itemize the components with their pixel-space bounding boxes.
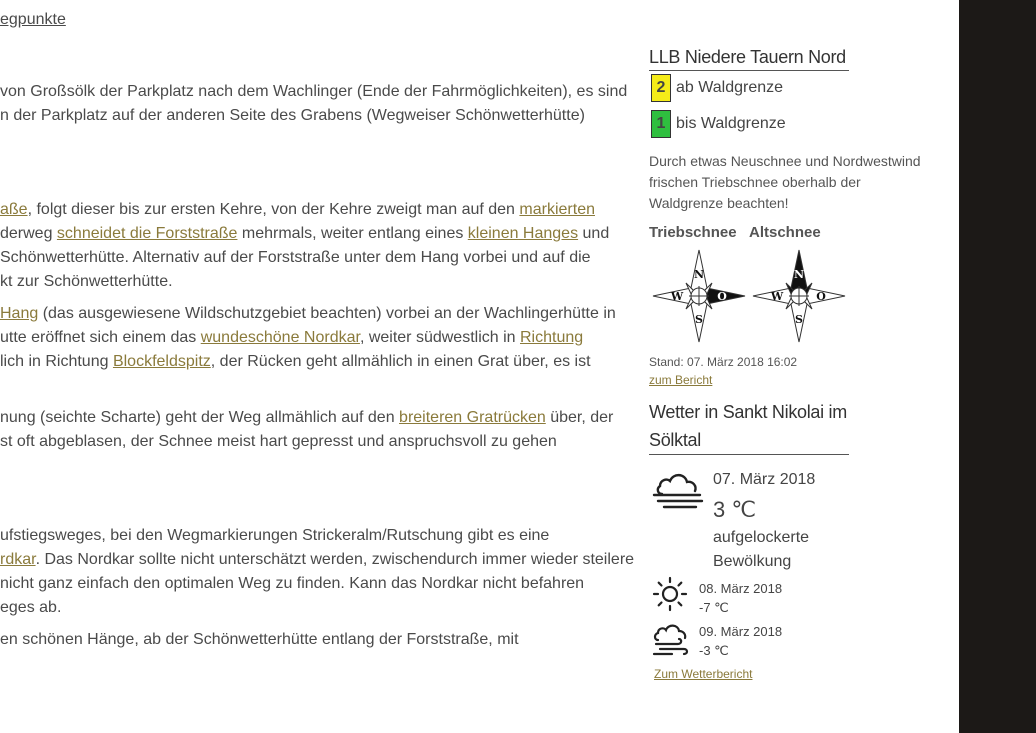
danger-level-badge-upper: 2 [651,74,671,102]
compass-label-old: Altschnee [749,224,821,241]
avalanche-timestamp: Stand: 07. März 2018 16:02 [649,355,798,369]
gratruecken-link[interactable]: breiteren Gratrücken [399,409,546,426]
avalanche-report-link[interactable]: zum Bericht [649,373,713,387]
paragraph-route-line1 [0,198,595,222]
text: (das ausgewiesene Wildschutzgebiet beachten) vorbei an der Wachlingerhütte in [38,305,616,322]
fog-cloud-icon [652,470,706,514]
forststrasse-cut-link[interactable]: schneidet die Forststraße [56,225,238,242]
text: . Das Nordkar sollte nicht unterschätzt werden, zwischendurch immer wieder steilere [35,551,635,568]
text: und [578,225,610,242]
compass-o: O [717,290,727,303]
compass-s: S [795,313,803,326]
paragraph-ascent-line3 [0,350,591,374]
compass-rose-old-icon [752,249,846,343]
compass-w: W [770,290,784,303]
richtung-link[interactable]: Richtung [520,329,584,346]
weather-title: Wetter in Sankt Nikolai im Sölktal [649,398,849,455]
text: mehrmals, weiter entlang eines [237,225,468,242]
text: lich in Richtung [0,353,113,370]
compass-s: S [695,313,703,326]
paragraph-descent-line4: eges ab. [0,599,62,616]
forecast-day1-date: 08. März 2018 [699,581,783,596]
paragraph-descent-line3: nicht ganz einfach den optimalen Weg zu finden. Kann das Nordkar nicht befahren [0,575,585,592]
weather-today-date: 07. März 2018 [713,471,816,488]
nordkar-descent-link[interactable]: rdkar [0,551,36,568]
compass-rose-fresh-icon [652,249,746,343]
danger-level-label-upper: ab Waldgrenze [676,79,784,96]
forecast-day1-temp: -7 ℃ [699,600,729,615]
paragraph-route-line3: Schönwetterhütte. Alternativ auf der Forststraße unter dem Hang vorbei und auf die [0,249,591,266]
paragraph-ridge-line1 [0,406,613,430]
paragraph-parking-line2: n der Parkplatz auf der anderen Seite des Grabens (Wegweiser Schönwetterhütte) [0,107,585,124]
compass-label-fresh: Triebschnee [649,224,737,241]
avalanche-description: Durch etwas Neuschnee und Nordwestwind frischen Triebschnee oberhalb der Waldgrenze beachten! [649,153,921,211]
danger-level-badge-lower: 1 [651,110,671,138]
paragraph-route-line4: kt zur Schönwetterhütte. [0,273,173,290]
compass-o: O [816,290,826,303]
paragraph-descent-line1: ufstiegsweges, bei den Wegmarkierungen Strickeralm/Rutschung gibt es eine [0,527,550,544]
paragraph-ascent-line2 [0,326,583,350]
nordkar-link[interactable]: wundeschöne Nordkar [200,329,360,346]
text: , weiter südwestlich in [359,329,520,346]
waypoints-link[interactable]: egpunkte [0,11,66,28]
windy-cloud-icon [652,622,690,658]
text: über, der [545,409,614,426]
weather-today-desc: aufgelockerte Bewölkung [713,529,810,570]
compass-n: N [693,268,705,281]
compass-w: W [670,290,684,303]
text: , folgt dieser bis zur ersten Kehre, von der Kehre zweigt man auf den [27,201,520,218]
avalanche-title: LLB Niedere Tauern Nord [649,44,849,71]
forecast-day2-date: 09. März 2018 [699,624,783,639]
danger-level-label-lower: bis Waldgrenze [676,115,786,132]
forststrasse-link[interactable]: aße [0,201,28,218]
markierten-link[interactable]: markierten [519,201,595,218]
text: utte eröffnet sich einem das [0,329,201,346]
small-slope-link[interactable]: kleinen Hanges [467,225,579,242]
paragraph-route-line2 [0,222,609,246]
paragraph-descent-line2 [0,548,634,572]
hang-link[interactable]: Hang [0,305,39,322]
paragraph-parking-line1: von Großsölk der Parkplatz nach dem Wachlinger (Ende der Fahrmöglichkeiten), es sind [0,83,628,100]
text: derweg [0,225,57,242]
paragraph-alt-line1: en schönen Hänge, ab der Schönwetterhütte entlang der Forststraße, mit [0,631,519,648]
paragraph-ridge-line2: st oft abgeblasen, der Schnee meist hart gepresst und anspruchsvoll zu gehen [0,433,557,450]
paragraph-ascent-line1 [0,302,616,326]
forecast-day2-temp: -3 ℃ [699,643,729,658]
text: nung (seichte Scharte) geht der Weg allmählich auf den [0,409,400,426]
sun-icon [652,576,688,612]
weather-report-link[interactable]: Zum Wetterbericht [654,667,753,681]
weather-today-temp: 3 ℃ [713,497,757,522]
compass-n: N [793,268,805,281]
blockfeldspitz-link[interactable]: Blockfeldspitz [112,353,211,370]
text: , der Rücken geht allmählich in einen Grat über, es ist [210,353,591,370]
